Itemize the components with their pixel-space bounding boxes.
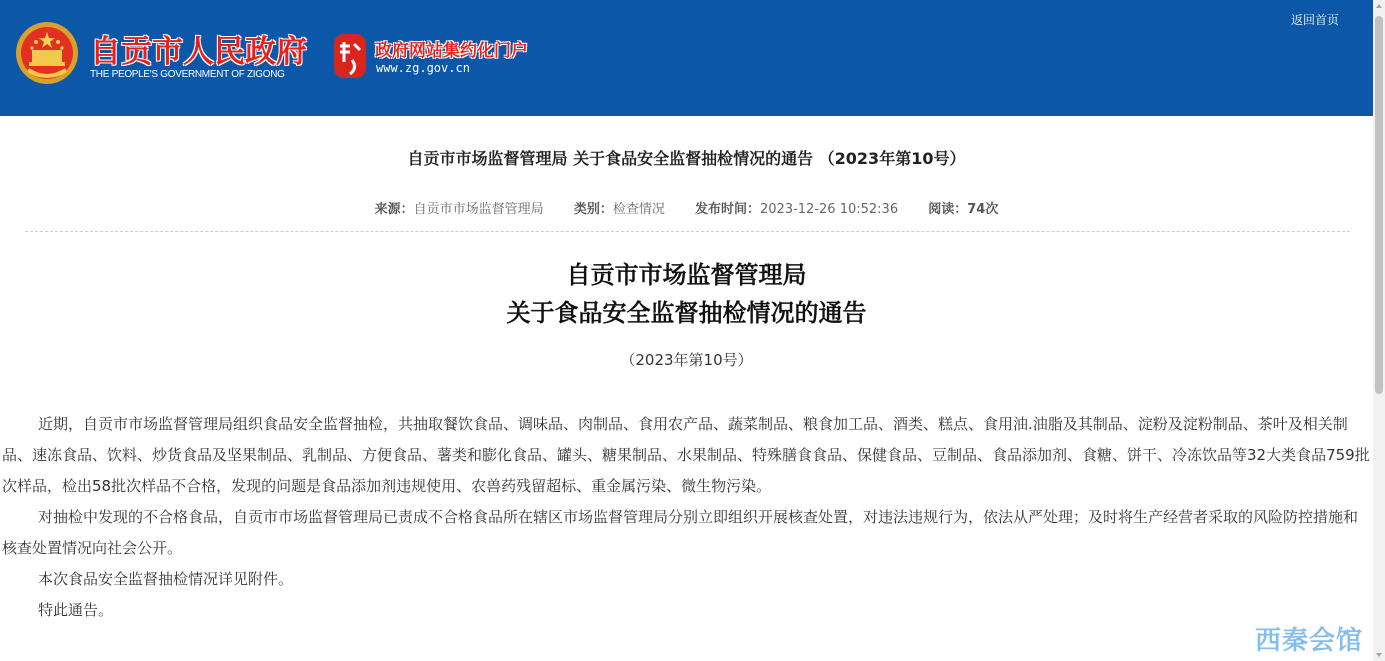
meta-category [574, 202, 665, 217]
back-home-link[interactable]: 返回首页 [1291, 13, 1340, 27]
meta-category-value: 检查情况 [612, 202, 665, 217]
site-name[interactable]: 自贡市人民政府 [90, 34, 307, 70]
paragraph: 近期，自贡市市场监督管理局组织食品安全监督抽检，共抽取餐饮食品、调味品、肉制品、食用农产品、蔬菜制品、粮食加工品、酒类、糕点、食用油.油脂及其制品、淀粉及淀粉制品、茶叶及相关制品、速冻食品、饮料、炒货食品及坚果制品、乳制品、方便食品、薯类和膨化食品、罐头、糖果制品、水果制品、特殊膳食食品、保健食品、豆制品、食品添加剂、食糖、饼干、冷冻饮品等32大类食品759批次样品，检出58批次样品不合格，发现的问题是食品添加剂违规使用、农兽药残留超标、重金属污染、微生物污染。 [2, 415, 1370, 495]
scroll-thumb[interactable] [1375, 16, 1383, 394]
paragraph: 本次食品安全监督抽检情况详见附件。 [38, 570, 294, 588]
watermark: 西秦会馆 [1255, 626, 1364, 656]
document-title-line-1: 自贡市市场监督管理局 [566, 261, 807, 289]
meta-source-label: 来源： [374, 202, 414, 217]
meta-published-value: 2023-12-26 10:52:36 [760, 202, 899, 217]
site-header [0, 0, 1373, 116]
meta-published [695, 202, 898, 217]
portal-url: www.zg.gov.cn [376, 61, 470, 75]
scroll-down-arrow-icon[interactable] [1376, 653, 1382, 657]
portal-name: 政府网站集约化门户 [375, 41, 528, 61]
scroll-up-arrow-icon[interactable] [1376, 4, 1382, 8]
article-body [2, 409, 1372, 626]
paragraph: 对抽检中发现的不合格食品，自贡市市场监督管理局已责成不合格食品所在辖区市场监督管理局分别立即组织开展核查处置，对违法违规行为，依法从严处理；及时将生产经营者采取的风险防控措施和核查处置情况向社会公开。 [2, 508, 1359, 557]
article-meta [0, 198, 1373, 217]
vertical-scrollbar[interactable] [1373, 0, 1385, 661]
meta-reads [928, 202, 998, 217]
meta-reads-value: 74次 [967, 202, 999, 217]
meta-category-label: 类别： [573, 202, 613, 217]
meta-reads-label: 阅读： [928, 202, 968, 217]
meta-divider [25, 231, 1350, 232]
site-name-english: THE PEOPLE'S GOVERNMENT OF ZIGONG [90, 69, 285, 80]
national-emblem-icon [14, 20, 80, 86]
meta-published-label: 发布时间： [695, 202, 761, 217]
meta-source [375, 202, 544, 217]
page-title: 自贡市市场监督管理局 关于食品安全监督抽检情况的通告 （2023年第10号） [407, 149, 966, 168]
document-title [0, 256, 1373, 332]
document-title-line-2: 关于食品安全监督抽检情况的通告 [506, 299, 867, 327]
paragraph: 特此通告。 [38, 601, 114, 619]
meta-source-value: 自贡市市场监督管理局 [413, 202, 544, 217]
zigong-logo-icon [332, 32, 368, 80]
document-number: （2023年第10号） [620, 351, 753, 369]
